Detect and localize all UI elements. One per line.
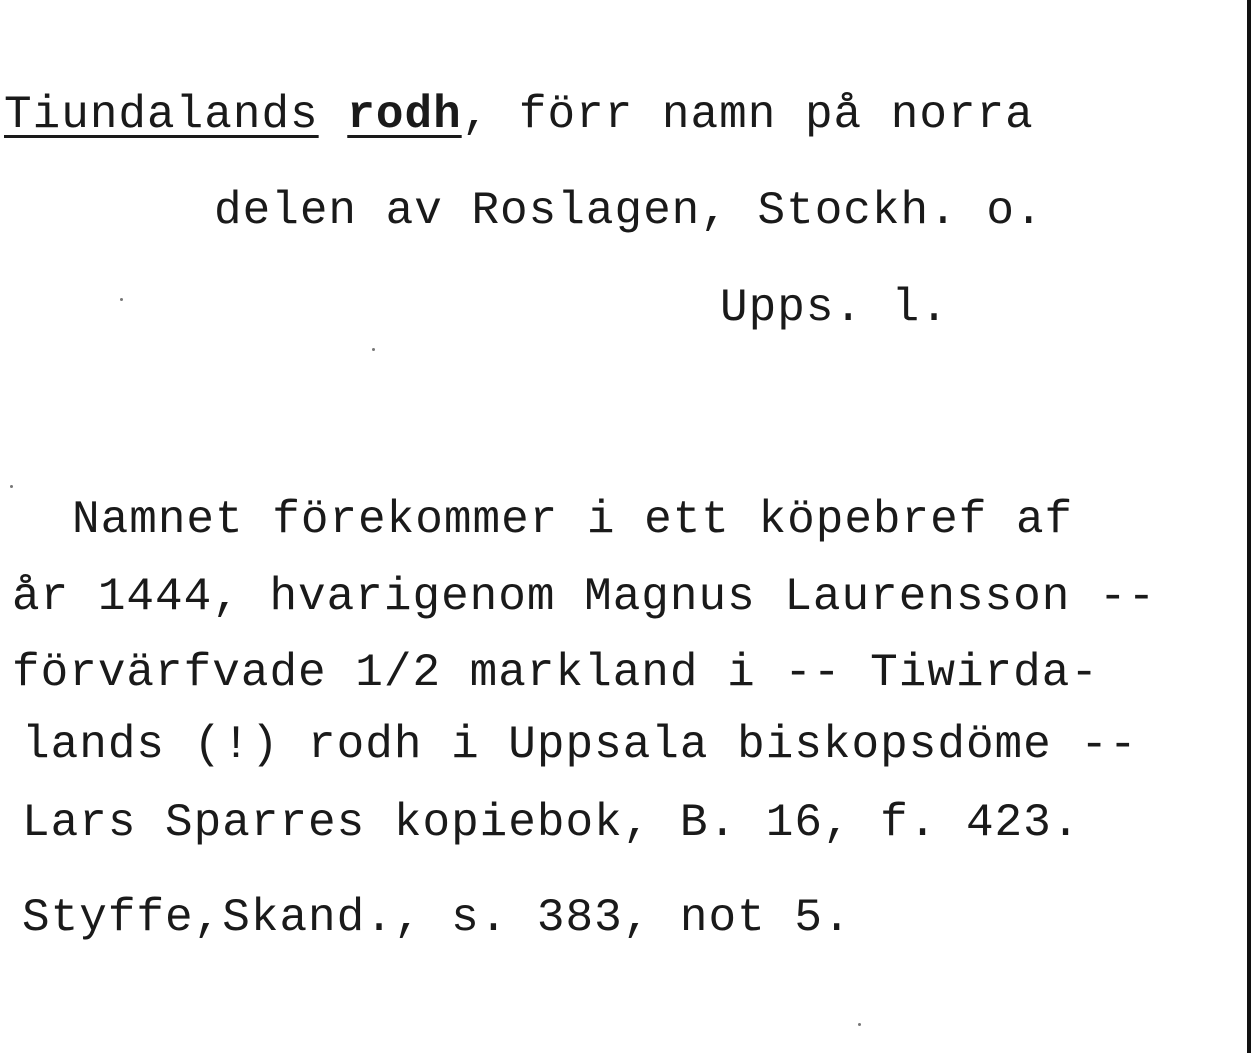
source-line: Styffe,Skand., s. 383, not 5. [22,892,852,944]
headword-line [4,89,1034,141]
body-line-3: förvärfvade 1/2 markland i -- Tiwirda- [12,647,1099,699]
headword-term: rodh [347,89,462,141]
scan-speck [372,348,375,351]
headword: Tiundalands [4,89,319,141]
definition-line-2: delen av Roslagen, Stockh. o. [214,185,1044,237]
body-line-5: Lars Sparres kopiebok, B. 16, f. 423. [22,797,1081,849]
body-line-1: Namnet förekommer i ett köpebref af [72,494,1074,546]
card-edge-line [1247,0,1251,1053]
definition-line-3: Upps. l. [720,282,949,334]
scan-speck [858,1023,861,1026]
scan-speck [120,298,123,301]
headword-definition: , förr namn på norra [461,89,1034,141]
body-line-4: lands (!) rodh i Uppsala biskopsdöme -- [22,719,1138,771]
scan-speck [10,485,13,488]
body-line-2: år 1444, hvarigenom Magnus Laurensson -- [12,571,1157,623]
